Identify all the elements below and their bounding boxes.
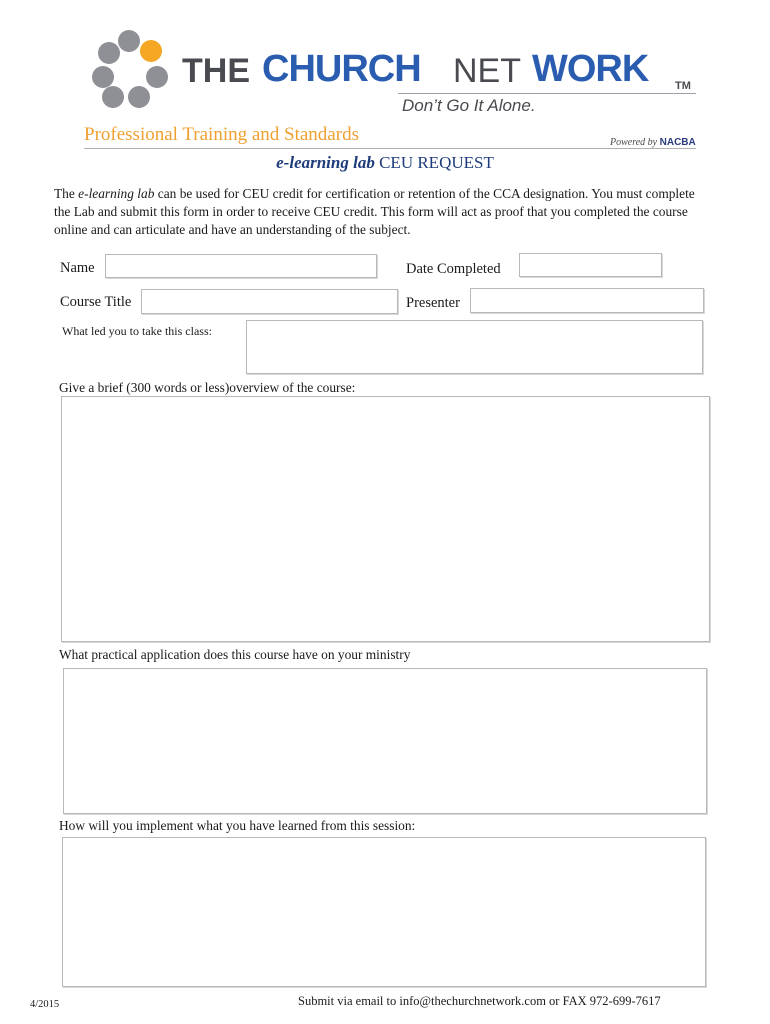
form-title-italic: e-learning lab [276, 153, 375, 172]
date-completed-label: Date Completed [406, 261, 501, 277]
logo-tagline: Don’t Go It Alone. [402, 96, 536, 115]
logo-divider [398, 93, 696, 94]
presenter-field[interactable] [470, 288, 704, 313]
logo-work: WORK [532, 48, 649, 90]
practical-label: What practical application does this course have on your ministry [59, 647, 411, 662]
overview-label: Give a brief (300 words or less)overview of the course: [59, 380, 356, 395]
logo-the: THE [182, 52, 250, 90]
practical-field[interactable] [63, 668, 707, 814]
intro-italic: e-learning lab [78, 186, 155, 201]
form-title [0, 153, 770, 173]
implement-field[interactable] [62, 837, 706, 987]
intro-before: The [54, 186, 79, 201]
section-title: Professional Training and Standards [84, 124, 359, 145]
powered-by-prefix: Powered by [610, 137, 658, 148]
intro-after: can be used for CEU credit for certification or retention of the CCA designation. You must complete the Lab and submit this form in order to receive CEU credit. This form will act as proof that you completed the course online and can articulate and have an understanding of the subject. [54, 186, 695, 237]
what-led-label: What led you to take this class: [62, 324, 212, 338]
overview-field[interactable] [61, 396, 710, 642]
footer-date: 4/2015 [30, 999, 60, 1010]
powered-by-brand: NACBA [659, 137, 696, 148]
form-title-rest: CEU REQUEST [374, 153, 494, 172]
course-title-label: Course Title [60, 294, 132, 310]
what-led-field[interactable] [246, 320, 703, 374]
name-field[interactable] [105, 254, 377, 278]
logo-trademark: TM [675, 80, 691, 92]
date-completed-field[interactable] [519, 253, 662, 277]
name-label: Name [60, 260, 95, 276]
course-title-field[interactable] [141, 289, 398, 314]
presenter-label: Presenter [406, 295, 460, 311]
implement-label: How will you implement what you have learned from this session: [59, 818, 416, 833]
logo-church: CHURCH [262, 48, 421, 90]
footer-submit-info: Submit via email to info@thechurchnetwork.com or FAX 972-699-7617 [298, 994, 661, 1008]
intro-paragraph [54, 185, 714, 239]
header-divider [84, 148, 696, 149]
logo-net: NET [453, 52, 521, 90]
powered-by [610, 137, 696, 148]
logo-dots-icon [88, 28, 172, 112]
